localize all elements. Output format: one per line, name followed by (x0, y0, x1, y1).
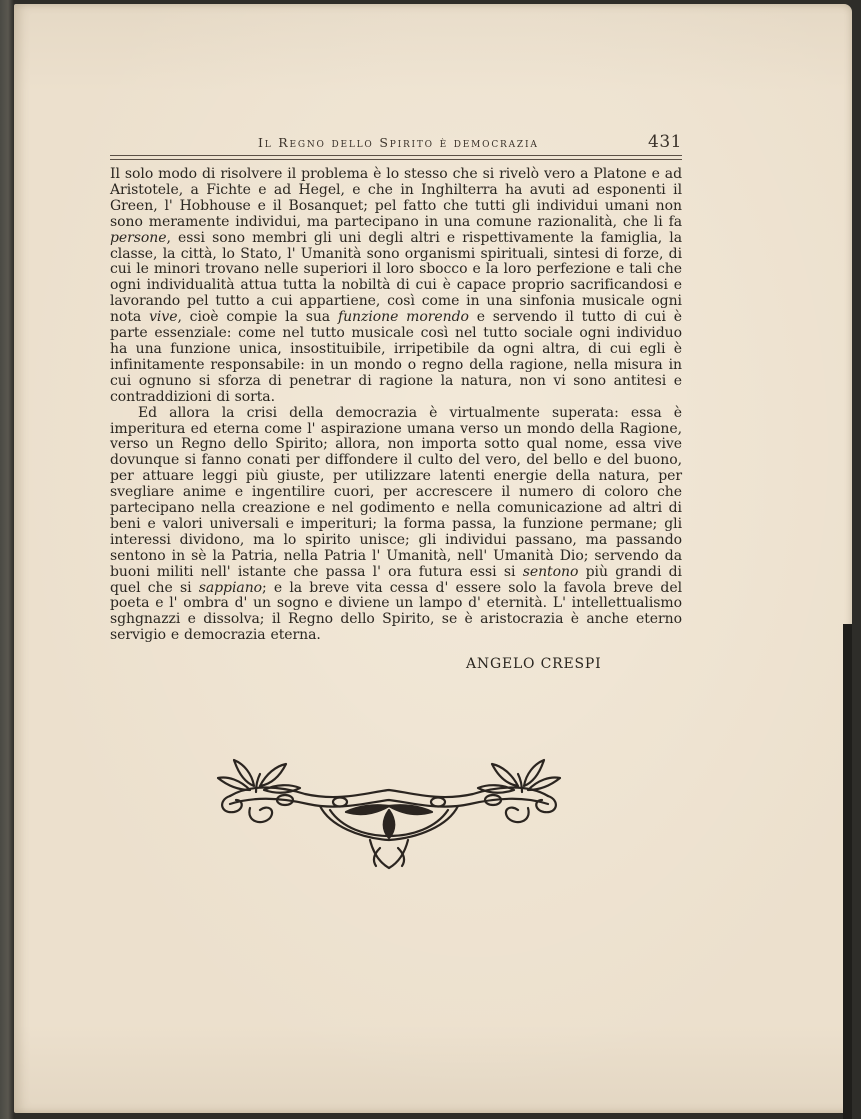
floral-tailpiece-ornament-icon (210, 756, 568, 874)
emphasis-persone: persone (110, 229, 167, 246)
book-page (14, 4, 852, 1113)
emphasis-sentono: sentono (522, 563, 579, 580)
header-rule-bottom (110, 159, 682, 160)
paragraph-1: Il solo modo di risolvere il problema è lo stesso che si rivelò vero a Platone e ad Aristotele, a Fichte e ad Hegel, e che in Inghilterra ha avuti ad esponenti il Green, l' Hobhouse e il Bosanquet; pel fatto che tutti gli individui umani non sono meramente individui, ma partecipano in una comune razionalità, che li fa persone, essi sono membri gli uni degli altri e rispettivamente la famiglia, la classe, la città, lo Stato, l' Umanità sono organismi spirituali, sintesi di forze, di cui le minori trovano nelle superiori il loro sbocco e la loro perfezione e tali che ogni individualità attua tutta la nobiltà di cui è capace proprio sacrificandosi e lavorando pel tutto a cui appartiene, così come in una sinfonia musicale ogni nota vive, cioè compie la sua funzione morendo e servendo il tutto di cui è parte essenziale: come nel tutto musicale così nel tutto sociale ogni individuo ha una funzione unica, insostituibile, irripetibile da ogni altra, di cui egli è infinitamente responsabile: in un mondo o regno della ragione, nella misura in cui ognuno si sforza di penetrar di ragione la natura, non vi sono antitesi e contraddizioni di sorta. (110, 166, 683, 405)
page-edge-shadow (843, 624, 852, 1119)
emphasis-vive: vive (149, 309, 178, 326)
running-head (110, 132, 682, 152)
article-body (110, 167, 682, 644)
header-rule-top (110, 155, 682, 156)
emphasis-funzione-morendo: funzione morendo (337, 309, 469, 326)
page-number: 431 (648, 132, 682, 152)
paragraph-2: Ed allora la crisi della democrazia è virtualmente superata: essa è imperitura ed eterna come l' aspirazione umana verso un mondo della Ragione, verso un Regno dello Spirito; allora, non importa sotto qual nome, essa vive dovunque si fanno conati per diffondere il culto del vero, del bello e del buono, per attuare leggi più giuste, per utilizzare latenti energie della natura, per svegliare anime e ingentilire cuori, per accrescere il numero di coloro che partecipano nella creazione e nel godimento e nella comunicazione ad altri di beni e valori universali e imperituri; la forma passa, la funzione permane; gli interessi dividono, ma lo spirito unisce; gli individui passano, ma passando sentono in sè la Patria, nella Patria l' Umanità, nell' Umanità Dio; servendo da buoni militi nell' istante che passa l' ora futura essi si sentono più grandi di quel che si sappiano; e la breve vita cessa d' essere solo la favola breve del poeta e l' ombra d' un sogno e diviene un lampo d' eternità. L' intellettualismo sghgnazzi e dissolva; il Regno dello Spirito, se è aristocrazia è anche eterno servigio e democrazia eterna. (110, 404, 682, 644)
emphasis-sappiano: sappiano (198, 579, 263, 596)
running-title: Il Regno dello Spirito è democrazia (258, 135, 539, 150)
author-signature: ANGELO CRESPI (466, 656, 602, 672)
